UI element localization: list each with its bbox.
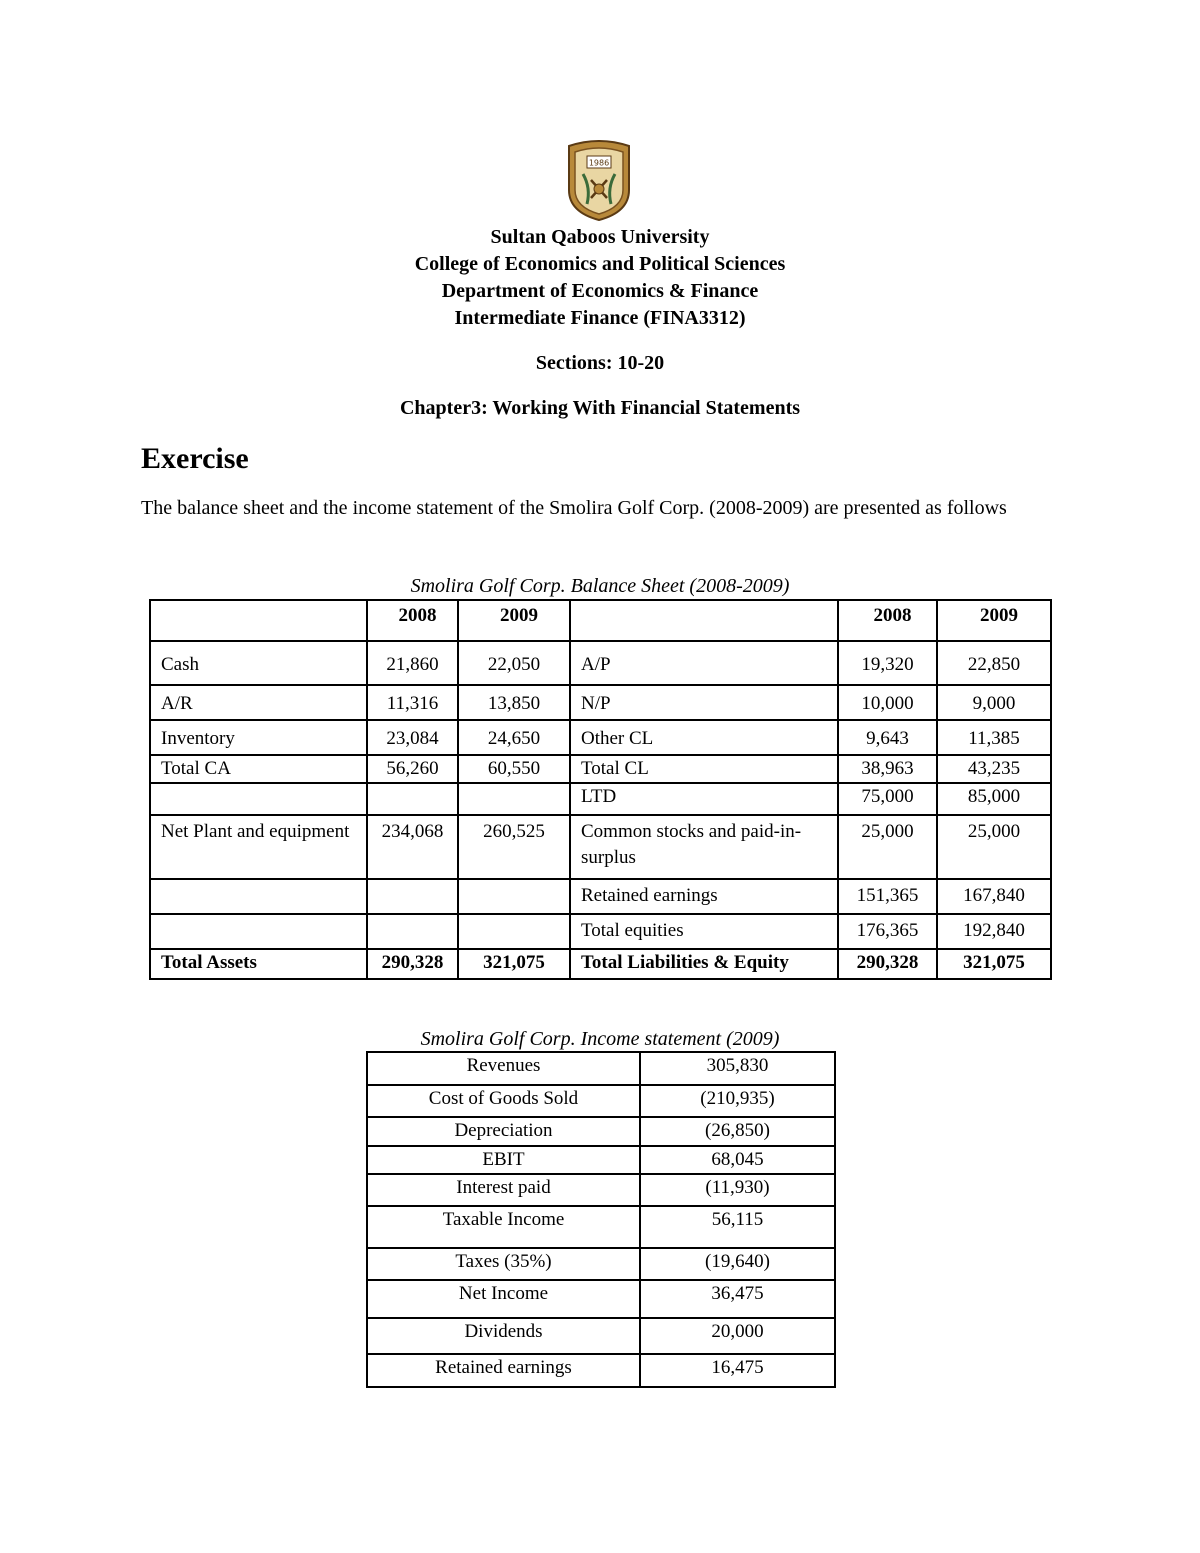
table-cell: 260,525 [458,815,570,879]
table-row [150,815,1051,879]
table-cell: (26,850) [640,1117,835,1146]
table-cell: 85,000 [937,783,1051,815]
table-cell: Taxes (35%) [367,1248,640,1280]
table-row [367,1146,835,1174]
table-cell: 23,084 [367,720,458,755]
table-cell: Common stocks and paid-in-surplus [570,815,838,879]
table-cell: 9,643 [838,720,937,755]
table-cell: 56,260 [367,755,458,783]
table-cell: Other CL [570,720,838,755]
seal-year-text: 1986 [588,158,610,168]
table-cell: Cost of Goods Sold [367,1085,640,1117]
table-total-row [150,949,1051,979]
table-row [367,1354,835,1387]
income-statement-caption: Smolira Golf Corp. Income statement (2009) [420,1028,780,1050]
table-cell: Total equities [570,914,838,949]
table-cell: 19,320 [838,641,937,685]
table-cell: 38,963 [838,755,937,783]
header-cell: 2009 [937,600,1051,641]
table-cell [150,879,367,914]
table-cell [150,914,367,949]
table-cell: 22,850 [937,641,1051,685]
table-cell [367,879,458,914]
table-cell: A/R [150,685,367,720]
income-statement-table [366,1051,836,1388]
balance-sheet-caption: Smolira Golf Corp. Balance Sheet (2008-2009) [410,575,790,597]
total-cell: 290,328 [838,949,937,979]
table-cell: 16,475 [640,1354,835,1387]
total-cell: Total Assets [150,949,367,979]
exercise-intro: The balance sheet and the income statement of the Smolira Golf Corp. (2008-2009) are presented as follows [141,497,1007,519]
table-cell [458,783,570,815]
table-row [367,1206,835,1248]
table-cell: 176,365 [838,914,937,949]
table-row [367,1318,835,1354]
table-row [367,1280,835,1318]
table-cell: Total CL [570,755,838,783]
table-cell [458,914,570,949]
table-cell: N/P [570,685,838,720]
table-row [367,1085,835,1117]
table-cell: Retained earnings [367,1354,640,1387]
table-cell: (19,640) [640,1248,835,1280]
table-cell: Taxable Income [367,1206,640,1248]
table-row [150,783,1051,815]
table-cell: 25,000 [937,815,1051,879]
table-cell: 13,850 [458,685,570,720]
table-cell: 36,475 [640,1280,835,1318]
table-cell: 68,045 [640,1146,835,1174]
table-cell: EBIT [367,1146,640,1174]
table-cell: Revenues [367,1052,640,1085]
table-cell: A/P [570,641,838,685]
college-name: College of Economics and Political Sciences [414,253,786,275]
table-cell: 9,000 [937,685,1051,720]
table-row [150,755,1051,783]
table-cell: (11,930) [640,1174,835,1206]
table-cell: Cash [150,641,367,685]
total-cell: 321,075 [937,949,1051,979]
table-cell: (210,935) [640,1085,835,1117]
table-cell: Retained earnings [570,879,838,914]
table-row [150,879,1051,914]
table-cell: 25,000 [838,815,937,879]
table-cell: 24,650 [458,720,570,755]
table-cell [367,783,458,815]
table-row [150,914,1051,949]
table-cell: Interest paid [367,1174,640,1206]
department-name: Department of Economics & Finance [441,280,759,302]
table-cell: 305,830 [640,1052,835,1085]
table-cell: 75,000 [838,783,937,815]
table-cell: LTD [570,783,838,815]
table-cell [458,879,570,914]
university-seal-logo [561,140,637,222]
table-row [367,1174,835,1206]
total-cell: 321,075 [458,949,570,979]
table-row [367,1052,835,1085]
table-cell: Total CA [150,755,367,783]
sections-line: Sections: 10-20 [535,352,665,374]
table-cell: Inventory [150,720,367,755]
table-cell: Dividends [367,1318,640,1354]
chapter-title: Chapter3: Working With Financial Statements [399,397,801,419]
header-cell: 2008 [367,600,458,641]
table-cell: 22,050 [458,641,570,685]
header-cell [570,600,838,641]
table-cell: 192,840 [937,914,1051,949]
table-cell: 167,840 [937,879,1051,914]
table-cell: 11,316 [367,685,458,720]
table-cell: Net Income [367,1280,640,1318]
table-header-row [150,600,1051,641]
total-cell: Total Liabilities & Equity [570,949,838,979]
header-cell [150,600,367,641]
university-name: Sultan Qaboos University [490,226,710,248]
header-cell: 2008 [838,600,937,641]
header-cell: 2009 [458,600,570,641]
table-cell: 21,860 [367,641,458,685]
table-cell: 60,550 [458,755,570,783]
table-cell: 20,000 [640,1318,835,1354]
course-name: Intermediate Finance (FINA3312) [454,307,746,329]
table-row [150,641,1051,685]
table-row [367,1117,835,1146]
table-cell: 43,235 [937,755,1051,783]
table-cell: Depreciation [367,1117,640,1146]
table-cell: 56,115 [640,1206,835,1248]
table-row [367,1248,835,1280]
total-cell: 290,328 [367,949,458,979]
table-cell: 11,385 [937,720,1051,755]
table-cell [150,783,367,815]
document-header [0,224,1200,332]
table-row [150,685,1051,720]
table-row [150,720,1051,755]
table-cell: Net Plant and equipment [150,815,367,879]
table-cell: 151,365 [838,879,937,914]
table-cell: 10,000 [838,685,937,720]
table-cell: 234,068 [367,815,458,879]
table-cell [367,914,458,949]
balance-sheet-table [149,599,1052,980]
exercise-heading: Exercise [141,442,249,475]
